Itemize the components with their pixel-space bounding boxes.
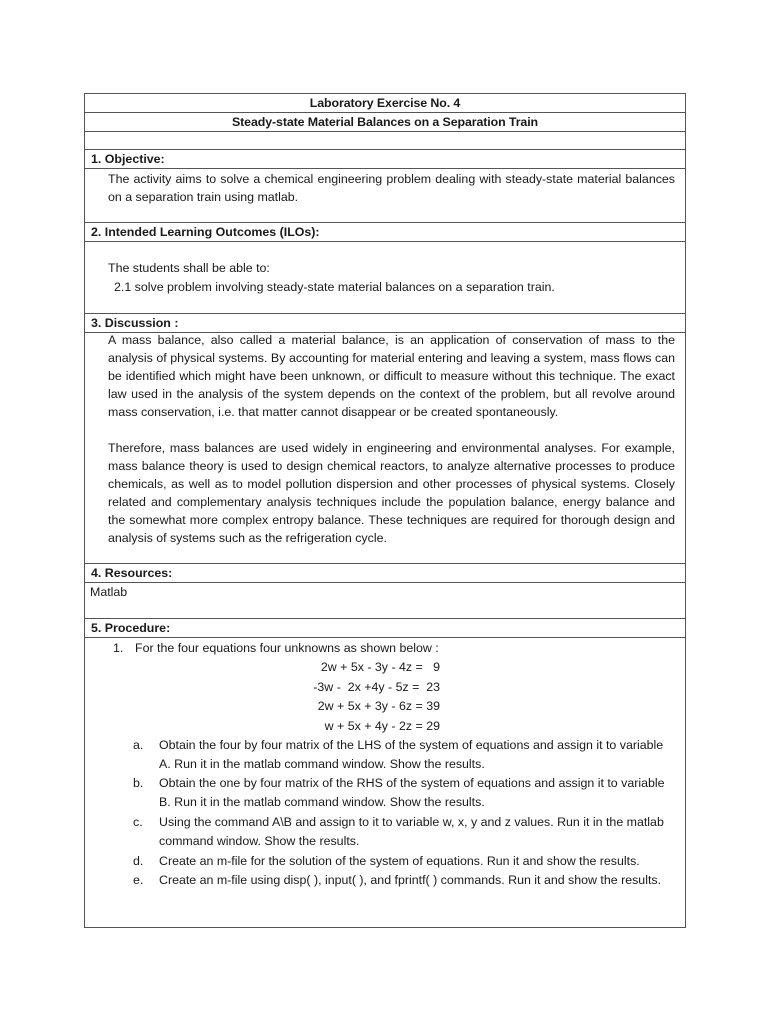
substep-text: Create an m-file for the solution of the system of equations. Run it and show the results. xyxy=(159,854,640,868)
substep-text: Using the command A\B and assign to it to variable w, x, y and z values. Run it in the matlab command window. Show the results. xyxy=(159,815,664,848)
ilos-intro: The students shall be able to: xyxy=(108,261,270,275)
ilos-body xyxy=(84,241,686,313)
ilos-item: 2.1 solve problem involving steady-state material balances on a separation train. xyxy=(114,280,555,294)
procedure-body xyxy=(84,637,686,928)
discussion-paragraph-1: A mass balance, also called a material balance, is an application of conservation of mass to the analysis of physical systems. By accounting for material entering and leaving a system, mass flows can be identified which might have been unknown, or difficult to measure without this technique. The exact law used in the analysis of the system depends on the context of the problem, but all revolve around mass conservation, i.e. that matter cannot disappear or be created spontaneously. xyxy=(108,333,675,419)
document-subtitle: Steady-state Material Balances on a Separation Train xyxy=(231,115,539,129)
objective-body xyxy=(84,168,686,222)
discussion-paragraph-2: Therefore, mass balances are used widely in engineering and environmental analyses. For example, mass balance theory is used to design chemical reactors, to analyze alternative processes to produce chemicals, as well as to model pollution dispersion and other processes of physical systems. Closely related and complementary analysis techniques include the population balance, energy balance and the somewhat more complex entropy balance. These techniques are required for thorough design and analysis of systems such as the refrigeration cycle. xyxy=(108,441,675,545)
substep-text: Obtain the four by four matrix of the LHS of the system of equations and assign it to variable A. Run it in the matlab command window. Show the results. xyxy=(159,738,664,771)
procedure-intro: For the four equations four unknowns as shown below : xyxy=(135,641,439,655)
equation-1: 2w + 5x - 3y - 4z = 9 xyxy=(320,660,440,674)
title-row xyxy=(84,93,686,112)
equation-3: 2w + 5x + 3y - 6z = 39 xyxy=(317,699,440,713)
procedure-substep-b xyxy=(133,774,675,811)
procedure-heading: 5. Procedure: xyxy=(91,621,171,635)
procedure-substep-e xyxy=(133,871,675,890)
substep-label: e. xyxy=(133,873,144,887)
substep-label: a. xyxy=(133,738,144,752)
procedure-substep-a xyxy=(133,736,675,773)
substep-text: Create an m-file using disp( ), input( ), and fprintf( ) commands. Run it and show the results. xyxy=(159,873,662,887)
discussion-heading-row xyxy=(84,313,686,332)
procedure-substep-d xyxy=(133,852,675,871)
subtitle-row xyxy=(84,112,686,131)
discussion-heading: 3. Discussion : xyxy=(91,316,179,330)
resources-body xyxy=(84,582,686,618)
substep-text: Obtain the one by four matrix of the RHS of the system of equations and assign it to variable B. Run it in the matlab command window. Show the results. xyxy=(159,776,665,809)
resources-heading-row xyxy=(84,563,686,582)
equation-2: -3w - 2x +4y - 5z = 23 xyxy=(313,679,440,694)
ilos-heading-row xyxy=(84,222,686,241)
spacer-row xyxy=(84,131,686,149)
substep-label: b. xyxy=(133,776,144,790)
objective-heading: 1. Objective: xyxy=(91,152,165,166)
procedure-step-number: 1. xyxy=(113,641,124,655)
discussion-text xyxy=(108,331,675,547)
objective-text: The activity aims to solve a chemical engineering problem dealing with steady-state material balances on a separation train using matlab. xyxy=(108,172,675,204)
resources-text: Matlab xyxy=(90,585,128,599)
substep-label: c. xyxy=(133,815,143,829)
procedure-heading-row xyxy=(84,618,686,637)
ilos-heading: 2. Intended Learning Outcomes (ILOs): xyxy=(91,225,320,239)
substep-label: d. xyxy=(133,854,144,868)
resources-heading: 4. Resources: xyxy=(91,566,173,580)
discussion-body xyxy=(84,332,686,563)
objective-heading-row xyxy=(84,149,686,168)
document-title: Laboratory Exercise No. 4 xyxy=(309,96,461,110)
procedure-substep-c xyxy=(133,813,675,850)
equation-4: w + 5x + 4y - 2z = 29 xyxy=(324,718,440,733)
